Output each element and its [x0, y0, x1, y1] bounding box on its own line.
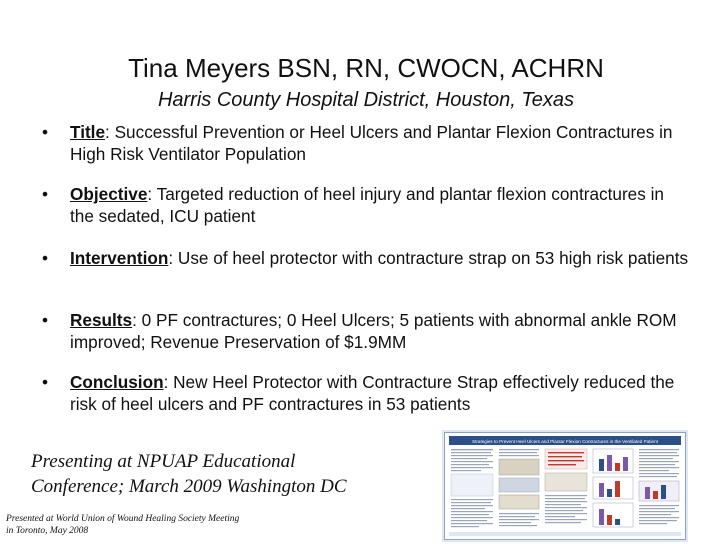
- bullet-icon: •: [42, 122, 49, 142]
- bullet-icon: •: [42, 184, 49, 204]
- presented-note: Presented at World Union of Wound Healing Society Meeting in Toronto, May 2008: [6, 514, 240, 536]
- presenting-note: Presenting at NPUAP Educational Conference; March 2009 Washington DC: [31, 451, 347, 497]
- bullet-body: Successful Prevention or Heel Ulcers and Plantar Flexion Contractures in High Risk Ventilator Population: [70, 122, 673, 164]
- bullet-separator: :: [147, 184, 157, 204]
- bullet-body: New Heel Protector with Contracture Strap effectively reduced the risk of heel ulcers and PF contractures in 53 patients: [70, 372, 675, 414]
- bullet-icon: •: [42, 248, 49, 268]
- bullet-key: Conclusion: [70, 372, 164, 392]
- bullet-key: Results: [70, 310, 133, 330]
- bullet-icon: •: [42, 310, 49, 330]
- bullet-text: [70, 372, 692, 415]
- bullet-key: Objective: [70, 184, 148, 204]
- bullet-body: 0 PF contractures; 0 Heel Ulcers; 5 patients with abnormal ankle ROM improved; Revenue Preservation of $1.9MM: [70, 310, 677, 352]
- poster-title: Strategies to Prevent Heel Ulcers and Plantar Flexion Contractures in the Ventilated Patient: [472, 439, 658, 444]
- bullet-body: Targeted reduction of heel injury and plantar flexion contractures in the sedated, ICU patient: [70, 184, 664, 226]
- bullet-separator: :: [168, 248, 178, 268]
- bullet-body: Use of heel protector with contracture strap on 53 high risk patients: [177, 248, 689, 268]
- bullet-text: [70, 122, 692, 165]
- page-title: Tina Meyers BSN, RN, CWOCN, ACHRN: [128, 53, 604, 83]
- bullet-icon: •: [42, 372, 49, 392]
- bullet-key: Intervention: [70, 248, 169, 268]
- bullet-text: [70, 310, 692, 353]
- poster-image: [445, 433, 685, 539]
- bullet-text: [70, 248, 692, 270]
- poster-thumbnail: [444, 432, 686, 540]
- bullet-key: Title: [70, 122, 106, 142]
- page-subtitle: Harris County Hospital District, Houston, Texas: [157, 89, 575, 111]
- bullet-separator: :: [132, 310, 142, 330]
- bullet-text: [70, 184, 692, 227]
- bullet-separator: :: [163, 372, 174, 392]
- bullet-separator: :: [105, 122, 115, 142]
